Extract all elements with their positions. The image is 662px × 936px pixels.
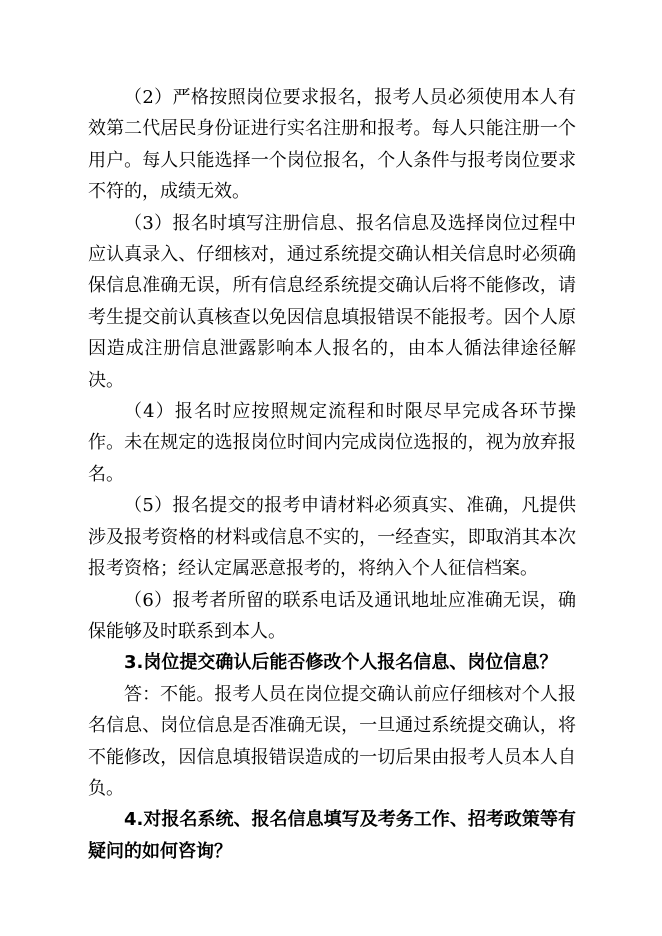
answer-paragraph-3: 答：不能。报考人员在岗位提交确认前应仔细核对个人报名信息、岗位信息是否准确无误，一旦通过系统提交确认，将不能修改，因信息填报错误造成的一切后果由报考人员本人自负。 — [88, 683, 576, 799]
paragraph-item-5: （5）报名提交的报考申请材料必须真实、准确，凡提供涉及报考资格的材料或信息不实的，一经查实，即取消其本次报考资格；经认定属恶意报考的，将纳入个人征信档案。 — [88, 495, 576, 580]
question-heading-3: 3.岗位提交确认后能否修改个人报名信息、岗位信息？ — [124, 652, 558, 674]
question-heading-4: 4.对报名系统、报名信息填写及考务工作、招考政策等有疑问的如何咨询？ — [88, 809, 576, 862]
paragraph-item-3: （3）报名时填写注册信息、报名信息及选择岗位过程中应认真录入、仔细核对，通过系统提交确认相关信息时必须确保信息准确无误，所有信息经系统提交确认后将不能修改，请考生提交前认真核查以免因信息填报错误不能报考。因个人原因造成注册信息泄露影响本人报名的，由本人循法律途径解决。 — [88, 212, 576, 391]
paragraph-item-4: （4）报名时应按照规定流程和时限尽早完成各环节操作。未在规定的选报岗位时间内完成岗位选报的，视为放弃报名。 — [88, 401, 576, 485]
paragraph-item-6: （6）报考者所留的联系电话及通讯地址应准确无误，确保能够及时联系到本人。 — [88, 589, 576, 642]
document-page — [88, 82, 576, 867]
paragraph-item-2: （2）严格按照岗位要求报名，报考人员必须使用本人有效第二代居民身份证进行实名注册和报考。每人只能注册一个用户。每人只能选择一个岗位报名，个人条件与报考岗位要求不符的，成绩无效。 — [88, 87, 576, 203]
